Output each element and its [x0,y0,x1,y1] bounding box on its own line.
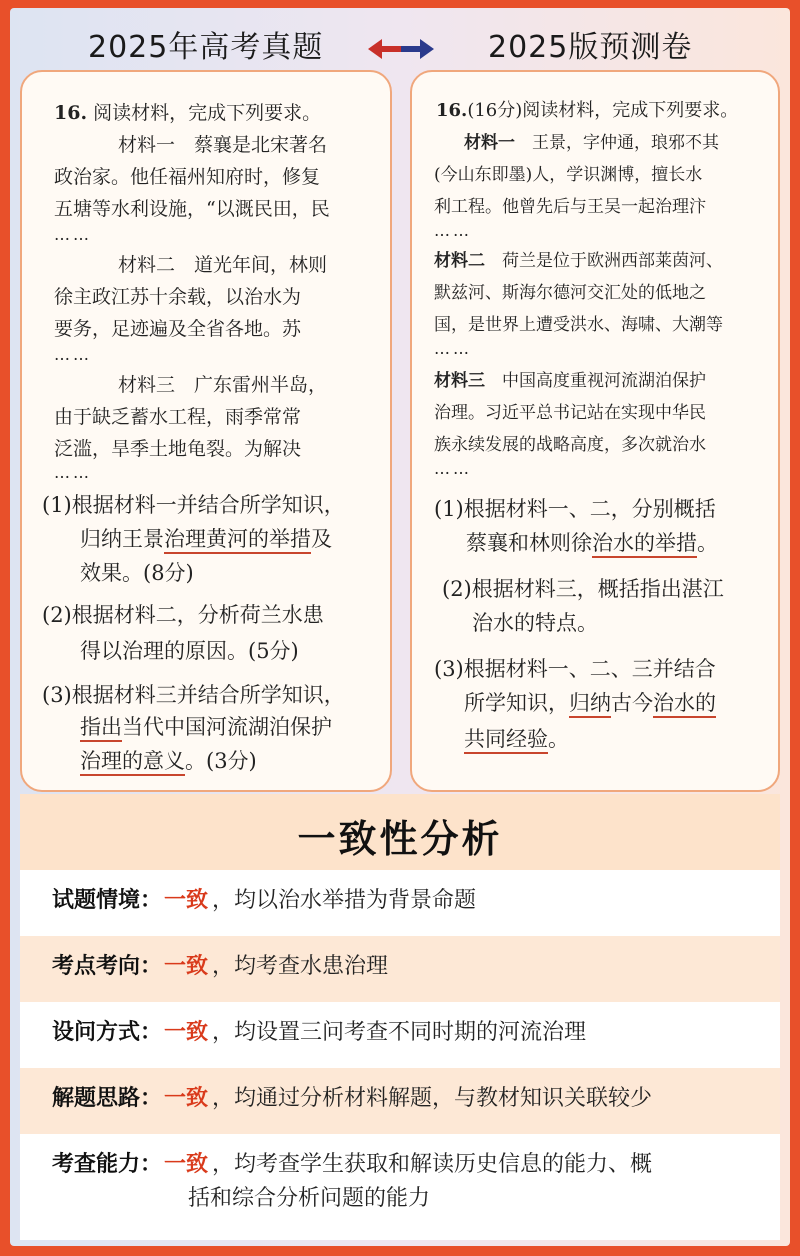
analysis-row: 设问方式：一致 ，均设置三问考查不同时期的河流治理 [20,1002,780,1068]
question-header: 16. 阅读材料，完成下列要求。 [54,102,322,124]
underline-mark: 指出 [80,715,122,742]
ellipsis: …… [54,345,92,364]
underline-mark: 治水的 [653,691,716,718]
underline-mark: 归纳 [569,691,611,718]
material-3-line: 治理。习近平总书记站在实现中华民 [434,403,706,423]
material-1-line: 材料一 王景，字仲通，琅邪不其 [464,133,719,153]
material-2-line: 材料二 道光年间，林则 [118,254,328,276]
material-2-line: 默兹河、斯海尔德河交汇处的低地之 [434,283,706,303]
question-2: 得以治理的原因。(5分) [80,639,299,663]
ellipsis: …… [434,459,472,478]
material-2-line: 徐主政江苏十余载，以治水为 [54,286,302,308]
question-1: 归纳王景治理黄河的举措及 [80,526,332,552]
left-exam-panel [20,70,392,792]
consistent-badge: 一致 [164,1086,209,1111]
question-1: (1)根据材料一并结合所学知识， [42,493,345,517]
ellipsis: …… [54,463,92,482]
underline-mark: 治理黄河的举措 [164,527,311,554]
double-arrow-icon [366,34,436,64]
consistent-badge: 一致 [164,1152,209,1177]
right-column-title: 2025版预测卷 [488,30,693,65]
question-1: 效果。(8分) [80,561,194,585]
consistent-badge: 一致 [164,954,209,979]
question-2: (2)根据材料二，分析荷兰水患 [42,603,324,627]
material-3-line: 泛滥，旱季土地龟裂。为解决 [54,438,302,460]
question-3: 所学知识，归纳古今治水的 [464,690,716,716]
material-3-line: 族永续发展的战略高度，多次就治水 [434,435,706,455]
material-3-line: 材料三 广东雷州半岛， [118,374,328,396]
question-3: (3)根据材料三并结合所学知识， [42,683,345,707]
material-2-line: 材料二 荷兰是位于欧洲西部莱茵河、 [434,251,723,271]
ellipsis: …… [54,225,92,244]
analysis-row: 考查能力：一致 ，均考查学生获取和解读历史信息的能力、概 括和综合分析问题的能力 [20,1134,780,1240]
consistent-badge: 一致 [164,888,209,913]
question-2: (2)根据材料三，概括指出湛江 [442,577,724,601]
material-3-line: 由于缺乏蓄水工程，雨季常常 [54,406,302,428]
analysis-title: 一致性分析 [297,817,503,861]
material-1-line: 五塘等水利设施，“以溉民田，民 [54,198,330,220]
material-1-line: 材料一 蔡襄是北宋著名 [118,134,328,156]
material-1-line: 利工程。他曾先后与王吴一起治理汴 [434,197,706,217]
question-3: (3)根据材料一、二、三并结合 [434,657,716,681]
page-frame [10,8,790,1246]
ellipsis: …… [434,221,472,240]
underline-mark: 治水的举措 [592,531,697,558]
question-2: 治水的特点。 [472,611,598,635]
underline-mark: 治理的意义 [80,749,185,776]
underline-mark: 共同经验 [464,727,548,754]
analysis-row: 试题情境：一致 ，均以治水举措为背景命题 [20,870,780,936]
material-2-line: 国，是世界上遭受洪水、海啸、大潮等 [434,315,723,335]
question-3: 共同经验。 [464,726,569,752]
question-3: 治理的意义。(3分) [80,748,257,774]
material-1-line: (今山东即墨)人，学识渊博，擅长水 [434,165,703,185]
question-1: (1)根据材料一、二，分别概括 [434,497,716,521]
analysis-row: 考点考向：一致 ，均考查水患治理 [20,936,780,1002]
material-1-line: 政治家。他任福州知府时，修复 [54,166,321,188]
left-column-title: 2025年高考真题 [88,30,324,65]
material-2-line: 要务，足迹遍及全省各地。苏 [54,318,302,340]
question-3: 指出当代中国河流湖泊保护 [80,714,332,740]
consistent-badge: 一致 [164,1020,209,1045]
analysis-row: 解题思路：一致 ，均通过分析材料解题，与教材知识关联较少 [20,1068,780,1134]
right-forecast-panel [410,70,780,792]
question-header: 16.(16分)阅读材料，完成下列要求。 [436,100,739,121]
ellipsis: …… [434,339,472,358]
material-3-line: 材料三 中国高度重视河流湖泊保护 [434,371,706,391]
question-1: 蔡襄和林则徐治水的举措。 [466,530,718,556]
